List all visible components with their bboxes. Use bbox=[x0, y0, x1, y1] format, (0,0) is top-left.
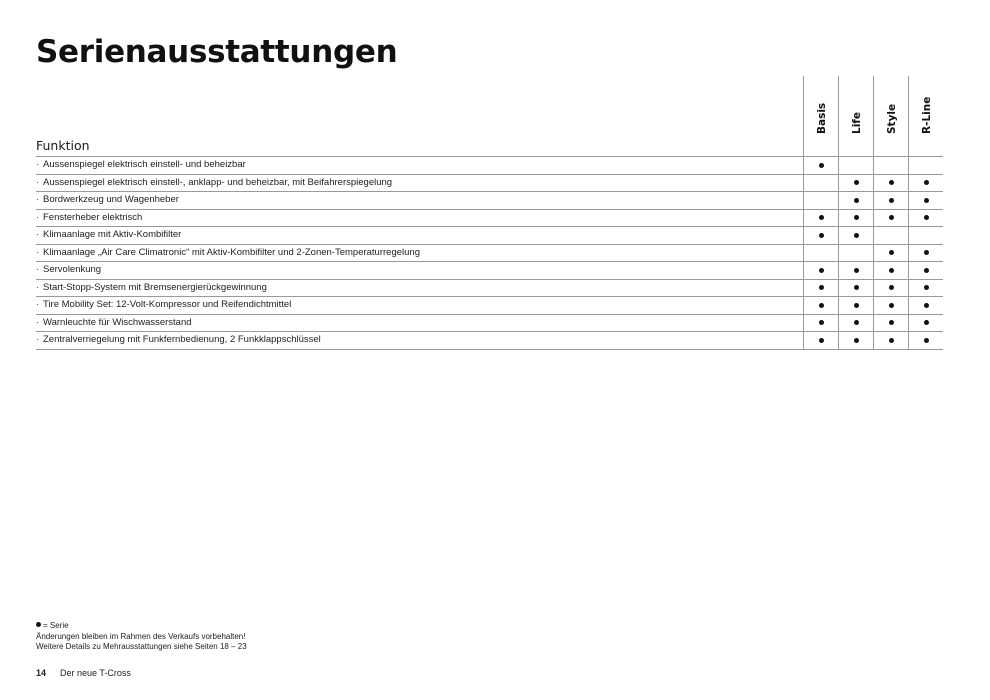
row-label bbox=[36, 299, 291, 310]
list-bullet-icon: · bbox=[36, 334, 40, 345]
row-label-text: Aussenspiegel elektrisch einstell-, anklapp- und beheizbar, mit Beifahrerspiegelung bbox=[43, 176, 393, 188]
page-title: Serienausstattungen bbox=[36, 34, 398, 70]
cell-basis bbox=[803, 262, 839, 279]
cell-r-line bbox=[908, 227, 944, 244]
cell-style bbox=[873, 280, 909, 297]
standard-dot-icon bbox=[889, 180, 894, 185]
row-label bbox=[36, 194, 179, 205]
standard-dot-icon bbox=[924, 215, 929, 220]
cell-life bbox=[838, 297, 874, 314]
cell-life bbox=[838, 210, 874, 227]
legend bbox=[36, 621, 247, 632]
table-row bbox=[36, 262, 943, 280]
row-label bbox=[36, 282, 267, 293]
standard-dot-icon bbox=[819, 163, 824, 168]
legend-text: = Serie bbox=[43, 621, 69, 630]
standard-dot-icon bbox=[854, 180, 859, 185]
cell-r-line bbox=[908, 280, 944, 297]
cell-life bbox=[838, 175, 874, 192]
standard-dot-icon bbox=[924, 250, 929, 255]
cell-r-line bbox=[908, 210, 944, 227]
standard-dot-icon bbox=[854, 233, 859, 238]
cell-basis bbox=[803, 280, 839, 297]
cell-life bbox=[838, 157, 874, 174]
list-bullet-icon: · bbox=[36, 281, 40, 293]
cell-style bbox=[873, 210, 909, 227]
row-label-text: Bordwerkzeug und Wagenheber bbox=[43, 194, 179, 205]
standard-dot-icon bbox=[819, 303, 824, 308]
cell-basis bbox=[803, 245, 839, 262]
standard-dot-icon bbox=[854, 198, 859, 203]
table-row bbox=[36, 192, 943, 210]
table-header bbox=[36, 76, 943, 157]
cell-basis bbox=[803, 297, 839, 314]
row-label-text: Klimaanlage „Air Care Climatronic“ mit Aktiv-Kombifilter und 2-Zonen-Temperaturregelung bbox=[43, 246, 420, 258]
standard-dot-icon bbox=[819, 233, 824, 238]
row-label-text: Fensterheber elektrisch bbox=[43, 211, 143, 223]
column-header-function: Funktion bbox=[36, 138, 90, 153]
cell-style bbox=[873, 245, 909, 262]
standard-dot-icon bbox=[854, 338, 859, 343]
list-bullet-icon: · bbox=[36, 211, 40, 223]
row-label bbox=[36, 177, 392, 188]
table-row bbox=[36, 175, 943, 193]
cell-basis bbox=[803, 192, 839, 209]
footnote-disclaimer: Änderungen bleiben im Rahmen des Verkaufs vorbehalten! bbox=[36, 631, 246, 641]
cell-life bbox=[838, 315, 874, 332]
row-label bbox=[36, 212, 142, 223]
row-label-text: Warnleuchte für Wischwasserstand bbox=[43, 316, 192, 328]
standard-dot-icon bbox=[854, 303, 859, 308]
standard-dot-icon bbox=[889, 215, 894, 220]
cell-r-line bbox=[908, 245, 944, 262]
standard-dot-icon bbox=[889, 303, 894, 308]
cell-style bbox=[873, 262, 909, 279]
row-label bbox=[36, 159, 246, 170]
cell-life bbox=[838, 280, 874, 297]
cell-r-line bbox=[908, 332, 944, 349]
standard-dot-icon bbox=[924, 320, 929, 325]
cell-r-line bbox=[908, 297, 944, 314]
row-label-text: Klimaanlage mit Aktiv-Kombifilter bbox=[43, 229, 182, 240]
column-header-basis bbox=[803, 76, 839, 156]
cell-life bbox=[838, 332, 874, 349]
standard-dot-icon bbox=[819, 320, 824, 325]
list-bullet-icon: · bbox=[36, 176, 40, 188]
footnotes bbox=[36, 621, 247, 653]
standard-dot-icon bbox=[854, 285, 859, 290]
table-row bbox=[36, 297, 943, 315]
standard-dot-icon bbox=[819, 285, 824, 290]
table-row bbox=[36, 245, 943, 263]
column-header-r-line bbox=[908, 76, 944, 156]
cell-life bbox=[838, 245, 874, 262]
cell-style bbox=[873, 297, 909, 314]
row-label-text: Tire Mobility Set: 12-Volt-Kompressor und Reifendichtmittel bbox=[43, 299, 292, 310]
row-label bbox=[36, 247, 420, 258]
cell-style bbox=[873, 332, 909, 349]
standard-dot-icon bbox=[889, 268, 894, 273]
table-row bbox=[36, 157, 943, 175]
standard-dot-icon bbox=[924, 180, 929, 185]
table-row bbox=[36, 332, 943, 350]
standard-dot-icon bbox=[819, 215, 824, 220]
standard-dot-icon bbox=[889, 285, 894, 290]
cell-style bbox=[873, 192, 909, 209]
cell-life bbox=[838, 192, 874, 209]
column-header-label: Life bbox=[850, 112, 863, 134]
table-row bbox=[36, 227, 943, 245]
standard-dot-icon bbox=[854, 268, 859, 273]
column-header-label: Style bbox=[885, 103, 898, 134]
cell-life bbox=[838, 262, 874, 279]
publication-title: Der neue T-Cross bbox=[60, 668, 131, 678]
table-row bbox=[36, 210, 943, 228]
standard-dot-icon bbox=[924, 338, 929, 343]
cell-basis bbox=[803, 157, 839, 174]
standard-dot-icon bbox=[819, 268, 824, 273]
cell-r-line bbox=[908, 192, 944, 209]
column-header-label: R-Line bbox=[920, 96, 933, 134]
page-footer bbox=[36, 668, 131, 678]
cell-r-line bbox=[908, 315, 944, 332]
column-header-life bbox=[838, 76, 874, 156]
page-number: 14 bbox=[36, 668, 47, 678]
standard-dot-icon bbox=[854, 215, 859, 220]
column-header-label: Basis bbox=[815, 102, 828, 134]
cell-basis bbox=[803, 315, 839, 332]
list-bullet-icon: · bbox=[36, 194, 40, 205]
cell-r-line bbox=[908, 262, 944, 279]
row-label bbox=[36, 229, 181, 240]
standard-dot-icon bbox=[854, 320, 859, 325]
row-label bbox=[36, 264, 101, 275]
footnote-details: Weitere Details zu Mehrausstattungen siehe Seiten 18 – 23 bbox=[36, 642, 247, 651]
standard-dot-icon bbox=[819, 338, 824, 343]
cell-style bbox=[873, 175, 909, 192]
standard-dot-icon bbox=[889, 198, 894, 203]
cell-style bbox=[873, 227, 909, 244]
cell-life bbox=[838, 227, 874, 244]
equipment-table bbox=[36, 76, 943, 350]
cell-style bbox=[873, 157, 909, 174]
standard-dot-icon bbox=[924, 198, 929, 203]
row-label-text: Zentralverriegelung mit Funkfernbedienung, 2 Funkklappschlüssel bbox=[43, 334, 321, 345]
list-bullet-icon: · bbox=[36, 264, 40, 275]
cell-style bbox=[873, 315, 909, 332]
table-row bbox=[36, 315, 943, 333]
row-label-text: Aussenspiegel elektrisch einstell- und beheizbar bbox=[43, 159, 246, 170]
list-bullet-icon: · bbox=[36, 246, 40, 258]
cell-r-line bbox=[908, 175, 944, 192]
table-body bbox=[36, 157, 943, 350]
cell-basis bbox=[803, 332, 839, 349]
standard-dot-icon bbox=[889, 250, 894, 255]
bullet-dot-icon bbox=[36, 622, 41, 627]
list-bullet-icon: · bbox=[36, 229, 40, 240]
list-bullet-icon: · bbox=[36, 159, 40, 170]
cell-basis bbox=[803, 227, 839, 244]
column-header-style bbox=[873, 76, 909, 156]
table-row bbox=[36, 280, 943, 298]
standard-dot-icon bbox=[924, 268, 929, 273]
standard-dot-icon bbox=[889, 320, 894, 325]
list-bullet-icon: · bbox=[36, 299, 40, 310]
list-bullet-icon: · bbox=[36, 316, 40, 328]
standard-dot-icon bbox=[924, 285, 929, 290]
cell-r-line bbox=[908, 157, 944, 174]
standard-dot-icon bbox=[889, 338, 894, 343]
row-label-text: Start-Stopp-System mit Bremsenergierückgewinnung bbox=[43, 281, 267, 293]
row-label-text: Servolenkung bbox=[43, 264, 102, 275]
standard-dot-icon bbox=[924, 303, 929, 308]
row-label bbox=[36, 317, 192, 328]
cell-basis bbox=[803, 175, 839, 192]
cell-basis bbox=[803, 210, 839, 227]
row-label bbox=[36, 334, 321, 345]
